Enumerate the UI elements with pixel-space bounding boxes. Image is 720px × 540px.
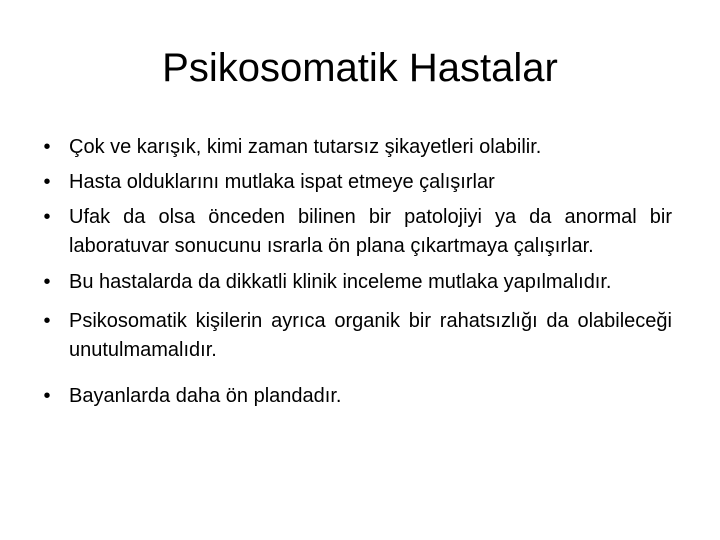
list-item	[40, 382, 672, 411]
bullet-text: Hasta olduklarını mutlaka ispat etmeye çalışırlar	[69, 171, 495, 193]
bullet-marker: •	[43, 385, 51, 407]
bullet-marker: •	[43, 171, 51, 193]
slide-title: Psikosomatik Hastalar	[162, 46, 558, 90]
bullet-text: Bu hastalarda da dikkatli klinik inceleme mutlaka yapılmalıdır.	[69, 271, 612, 293]
bullet-marker: •	[43, 271, 51, 293]
list-item	[40, 203, 672, 261]
list-item	[40, 307, 672, 365]
bullet-text: Bayanlarda daha ön plandadır.	[69, 385, 342, 407]
list-item	[40, 268, 672, 297]
bullet-marker: •	[43, 136, 51, 158]
bullet-text: Psikosomatik kişilerin ayrıca organik bir rahatsızlığı da olabileceği unutulmamalıdır.	[69, 310, 672, 361]
bullet-marker: •	[43, 310, 51, 332]
list-item	[40, 168, 672, 197]
bullet-marker: •	[43, 206, 51, 228]
bullet-text: Çok ve karışık, kimi zaman tutarsız şikayetleri olabilir.	[69, 136, 542, 158]
bullet-list	[40, 133, 672, 411]
list-item	[40, 133, 672, 162]
bullet-text: Ufak da olsa önceden bilinen bir patolojiyi ya da anormal bir laboratuvar sonucunu ısrarla ön plana çıkartmaya çalışırlar.	[69, 206, 672, 257]
